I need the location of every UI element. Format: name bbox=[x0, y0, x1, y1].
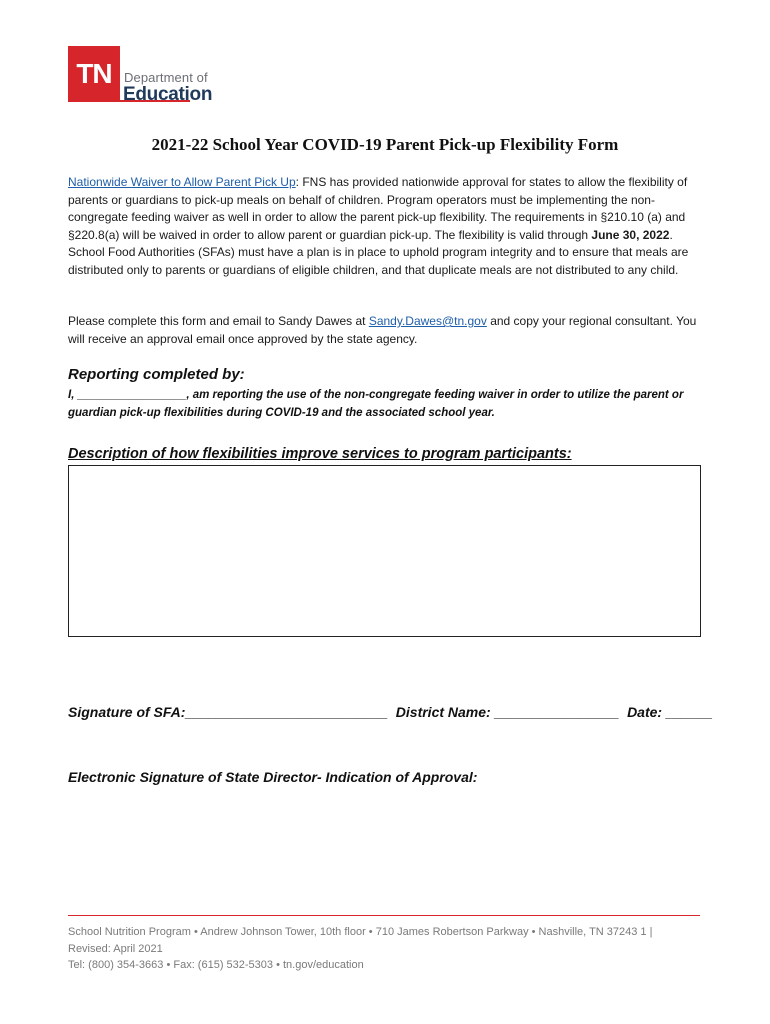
logo-mark: TN bbox=[68, 46, 120, 102]
signature-row bbox=[68, 704, 717, 720]
description-heading: Description of how flexibilities improve services to program participants: bbox=[68, 446, 572, 462]
form-title: 2021-22 School Year COVID-19 Parent Pick-up Flexibility Form bbox=[151, 135, 619, 154]
email-link[interactable]: Sandy.Dawes@tn.gov bbox=[368, 314, 487, 328]
intro-date: June 30, 2022 bbox=[591, 227, 670, 242]
footer-contact: Tel: (800) 354-3663 • Fax: (615) 532-5303 • tn.gov/education bbox=[68, 959, 364, 971]
footer bbox=[68, 924, 708, 974]
instructions-text-b: and copy your regional consultant. You will receive an approval email once approved by the state agency. bbox=[68, 314, 697, 346]
reporting-statement: I, _________________, am reporting the use of the non-congregate feeding waiver in order to utilize the parent or guardian pick-up flexibilities during COVID-19 and the associated school year. bbox=[68, 389, 684, 419]
instructions-paragraph bbox=[68, 313, 708, 348]
footer-address: School Nutrition Program • Andrew Johnson Tower, 10th floor • 710 James Robertson Parkway • Nashville, TN 37243 1 | bbox=[68, 926, 653, 938]
logo-department: Department of bbox=[124, 70, 208, 85]
intro-text-b: . School Food Authorities (SFAs) must have a plan is in place to uphold program integrity and to ensure that meals are distributed only to parents or guardians of eligible children, and that duplicate meals are not distributed to any child. bbox=[68, 227, 689, 277]
sfa-signature-field[interactable]: Signature of SFA:__________________________ bbox=[68, 704, 388, 720]
intro-paragraph bbox=[68, 174, 708, 279]
footer-divider bbox=[68, 915, 700, 916]
logo-education: Education bbox=[123, 84, 213, 105]
tn-education-logo bbox=[68, 46, 228, 108]
district-name-field[interactable]: District Name: ________________ bbox=[395, 704, 620, 720]
footer-revised: Revised: April 2021 bbox=[68, 942, 163, 955]
waiver-link[interactable]: Nationwide Waiver to Allow Parent Pick Up bbox=[68, 175, 296, 189]
intro-text-a: : FNS has provided nationwide approval for states to allow the flexibility of parents or guardians to pick-up meals on behalf of children. Program operators must be implementing the non-congregate feeding waiver as well in order to allow the parent pick-up flexibility. The requirements in §210.10 (a) and §220.8(a) will be waived in order to allow parent or guardian pick-up. The flexibility is valid through bbox=[68, 175, 688, 242]
date-field[interactable]: Date: ______ bbox=[627, 704, 713, 720]
instructions-text-a: Please complete this form and email to Sandy Dawes at bbox=[68, 314, 369, 328]
approval-label: Electronic Signature of State Director- Indication of Approval: bbox=[68, 769, 478, 785]
description-textbox[interactable] bbox=[68, 465, 701, 637]
reporting-heading: Reporting completed by: bbox=[68, 366, 245, 383]
